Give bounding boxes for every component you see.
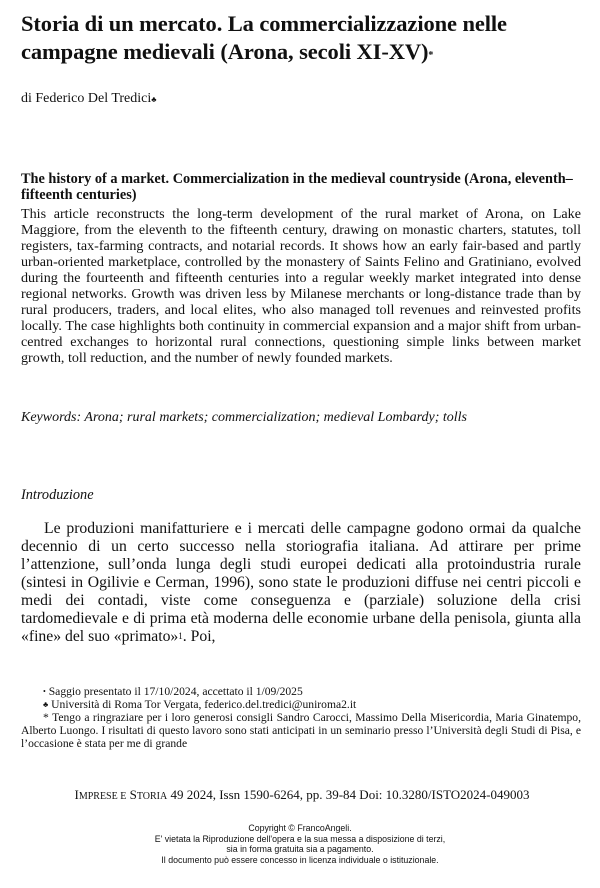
journal-name-initial: S: [129, 787, 137, 802]
journal-name-part: MPRESE E: [78, 791, 127, 802]
footnote-mark: *: [43, 711, 49, 724]
article-title: [21, 10, 581, 66]
copyright-line: Copyright © FrancoAngeli.: [248, 823, 352, 833]
intro-text-tail: . Poi,: [182, 628, 216, 645]
copyright-line: E' vietata la Riproduzione dell'opera e la sua messa a disposizione di terzi,: [154, 833, 446, 844]
footnote-submission: [21, 685, 581, 698]
title-footnote-mark: *: [428, 50, 434, 61]
footnote-mark: ♣: [43, 700, 49, 709]
footnote-affiliation: [21, 698, 581, 711]
abstract-keywords: Keywords: Arona; rural markets; commercialization; medieval Lombardy; tolls: [21, 410, 468, 425]
footnote-text: Tengo a ringraziare per i loro generosi consigli Sandro Carocci, Massimo Della Misericordia, Maria Ginatempo, Alberto Luongo. I risultati di questo lavoro sono stati anticipati in un seminario presso l’Università degli Studi di Pisa, e l’occasione è stata per me di grande: [21, 711, 581, 750]
footnotes: [21, 685, 581, 750]
author-name: di Federico Del Tredici: [21, 91, 152, 106]
footnote-text: Università di Roma Tor Vergata, federico.del.tredici@uniroma2.it: [51, 698, 357, 711]
article-title-text: Storia di un mercato. La commercializzazione nelle campagne medievali (Arona, secoli XI-XV): [21, 11, 507, 64]
abstract-title: The history of a market. Commercialization in the medieval countryside (Arona, eleventh–fifteenth centuries): [21, 171, 573, 203]
copyright-line: sia in forma gratuita sia a pagamento.: [226, 844, 374, 854]
section-heading-introduzione: Introduzione: [21, 487, 94, 503]
intro-text: Le produzioni manifatturiere e i mercati delle campagne godono ormai da qualche decennio di un certo successo nella storiografia italiana. Ad attirare per prime l’attenzione, sull’onda lunga degli studi europei dedicati alla protoindustria rurale (sintesi in Ogilivie e Cerman, 1996), sono state le produzioni diffuse nei centri piccoli e medi dei contadi, viste come conseguenza e (parziale) soluzione della crisi tardomedievale e di prima età moderna delle economie urbane della penisola, giunta alla «fine» del suo «primato»: [21, 520, 581, 645]
journal-details: 49 2024, Issn 1590-6264, pp. 39-84 Doi: 10.3280/ISTO2024-049003: [170, 787, 530, 802]
journal-citation: [22, 787, 582, 805]
footnote-ref-1[interactable]: 1: [178, 631, 183, 641]
intro-paragraph: [21, 520, 581, 646]
journal-name: [74, 787, 167, 802]
copyright-notice: [60, 823, 540, 865]
abstract-body: This article reconstructs the long-term development of the rural market of Arona, on Lake Maggiore, from the eleventh to the fifteenth century, drawing on monastic charters, statutes, toll registers, tax-farming contracts, and notarial records. It shows how an early fair-based and partly urban-oriented marketplace, controlled by the monastery of Saints Felino and Gratiniano, evolved during the fourteenth and fifteenth centuries into a regular weekly market integrated into dense regional networks. Growth was driven less by Milanese merchants or long-distance trade than by rural producers, traders, and local elites, who also managed toll revenues and reinvested profits locally. The case highlights both continuity in commercial expansion and a major shift from urban-centred exchanges to horizontal rural connections, questioning simple links between market growth, toll reduction, and the number of newly founded markets.: [21, 206, 581, 366]
footnote-text: Saggio presentato il 17/10/2024, accettato il 1/09/2025: [48, 685, 303, 698]
author-line: [21, 90, 157, 108]
footnote-mark: •: [43, 687, 46, 696]
journal-name-initial: I: [74, 787, 79, 802]
journal-name-part: TORIA: [136, 791, 168, 802]
footnote-acknowledgements: [21, 711, 581, 750]
copyright-line: Il documento può essere concesso in licenza individuale o istituzionale.: [161, 854, 439, 865]
author-footnote-mark: ♣: [151, 95, 157, 104]
